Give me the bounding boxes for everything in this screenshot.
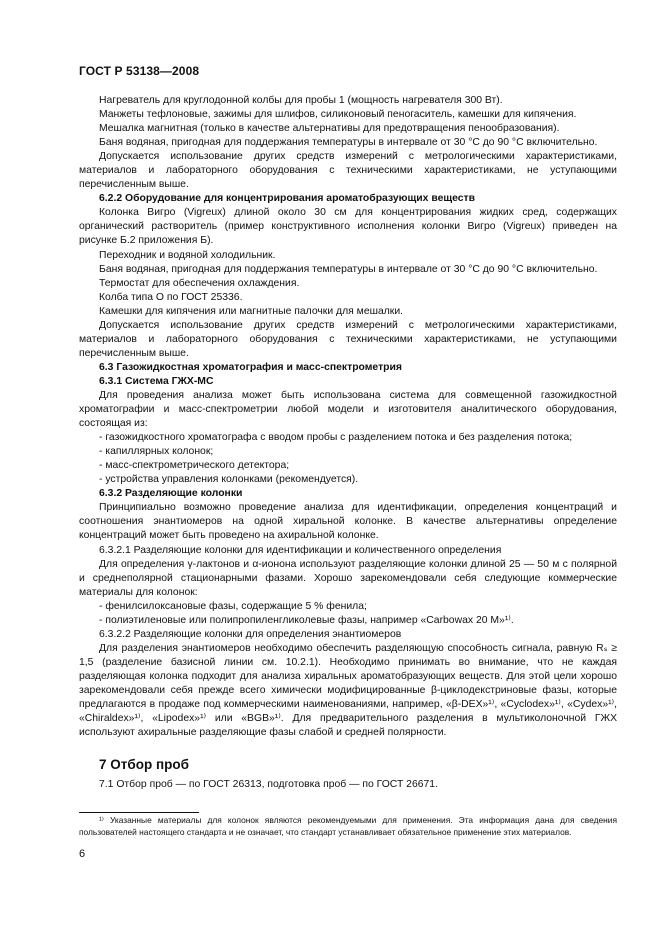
section-7-text: 7.1 Отбор проб — по ГОСТ 26313, подготовка проб — по ГОСТ 26671. [99, 779, 438, 791]
footnote: ¹⁾ Указанные материалы для колонок являются рекомендуемыми для применения. Эта информация дана для сведения пользователей настоящего стандарта и не означает, что стандарт устанавливает обязательное применение этих материалов. [79, 815, 617, 837]
footnote-divider [79, 812, 199, 813]
section-heading: 6.3.2.2 Разделяющие колонки для определения энантиомеров [99, 628, 402, 640]
paragraph: - масс-спектрометрического детектора; [99, 460, 290, 472]
paragraph: Баня водяная, пригодная для поддержания температуры в интервале от 30 °C до 90 °C включительно. [99, 137, 598, 149]
paragraph: Переходник и водяной холодильник. [99, 249, 276, 261]
paragraph: Камешки для кипячения или магнитные палочки для мешалки. [99, 305, 404, 317]
paragraph: Допускается использование других средств измерений с метрологическими характеристиками, материалов и лабораторного оборудования с техническими характеристиками, не уступающими перечисленным выше. [79, 319, 617, 359]
document-body [79, 94, 617, 838]
paragraph-list [79, 94, 617, 740]
paragraph: Допускается использование других средств измерений с метрологическими характеристиками, материалов и лабораторного оборудования с техническими характеристиками, не уступающими перечисленным выше. [79, 151, 617, 191]
section-heading: 6.3.1 Система ГЖХ-МС [99, 375, 214, 387]
paragraph: - капиллярных колонок; [99, 446, 214, 458]
paragraph: Для разделения энантиомеров необходимо обеспечить разделяющую способность сигнала, равную Rₛ ≥ 1,5 (разделение базисной линии см. 10.2.1). Необходимо принимать во внимание, что не каждая разделяющая колонка подходит для анализа хиральных ароматобразующих веществ. Для этой цели хорошо зарекомендовали себя прежде всего химически модифицированные β-циклодекстриновые фазы, которые предлагаются в продаже под коммерческими наименованиями, например, «β-DEX»¹⁾, «Cyclodex»¹⁾, «Cydex»¹⁾, «Chiraldex»¹⁾, «Lipodex»¹⁾ или «BGB»¹⁾. Для предварительного разделения в мультиколоночной ГЖХ используют ахиральные разделяющие фазы слабой и средней полярности. [79, 642, 617, 739]
paragraph: - полиэтиленовые или полипропиленгликолевые фазы, например «Carbowax 20 M»¹⁾. [99, 614, 514, 626]
paragraph: Баня водяная, пригодная для поддержания температуры в интервале от 30 °C до 90 °C включительно. [99, 263, 598, 275]
paragraph: - газожидкостного хроматографа с вводом пробы с разделением потока и без разделения потока; [99, 432, 573, 444]
paragraph: Колба типа О по ГОСТ 25336. [99, 291, 243, 303]
paragraph: Для проведения анализа может быть использована система для совмещенной газожидкостной хроматографии и масс-спектрометрии любой модели и изготовителя аналитического оборудования, состоящая из: [79, 389, 617, 430]
document-header: ГОСТ Р 53138—2008 [79, 64, 200, 78]
section-heading: 6.2.2 Оборудование для концентрирования ароматобразующих веществ [99, 193, 476, 205]
paragraph: - устройства управления колонками (рекомендуется). [99, 474, 359, 486]
paragraph: - фенилсилоксановые фазы, содержащие 5 % фенила; [99, 600, 367, 612]
paragraph: Для определения γ-лактонов и α-ионона используют разделяющие колонки длиной 25 — 50 м с полярной и среднеполярной стационарными фазами. Хорошо зарекомендовали себя следующие коммерческие материалы для колонок: [79, 558, 617, 598]
paragraph: Мешалка магнитная (только в качестве альтернативы для предотвращения пенообразования). [99, 123, 560, 135]
section-heading: 6.3 Газожидкостная хроматография и масс-спектрометрия [99, 361, 402, 373]
section-7-title: 7 Отбор проб [99, 757, 189, 773]
paragraph: Манжеты тефлоновые, зажимы для шлифов, силиконовый пеногаситель, камешки для кипячения. [99, 109, 577, 121]
paragraph: Термостат для обеспечения охлаждения. [99, 277, 300, 289]
page-number: 6 [79, 848, 86, 860]
section-heading: 6.3.2.1 Разделяющие колонки для идентификации и количественного определения [99, 544, 502, 556]
paragraph: Принципиально возможно проведение анализа для идентификации, определения концентраций и соотношения энантиомеров на одной хиральной колонке. В качестве альтернативы определение концентраций может быть проведено на ахиральной колонке. [79, 502, 617, 542]
paragraph: Колонка Вигро (Vigreux) длиной около 30 см для концентрирования жидких сред, содержащих органический растворитель (пример конструктивного исполнения колонки Вигро (Vigreux) приведен на рисунке Б.2 приложения Б). [79, 207, 617, 247]
section-heading: 6.3.2 Разделяющие колонки [99, 488, 243, 500]
paragraph: Нагреватель для круглодонной колбы для пробы 1 (мощность нагревателя 300 Вт). [99, 95, 503, 106]
